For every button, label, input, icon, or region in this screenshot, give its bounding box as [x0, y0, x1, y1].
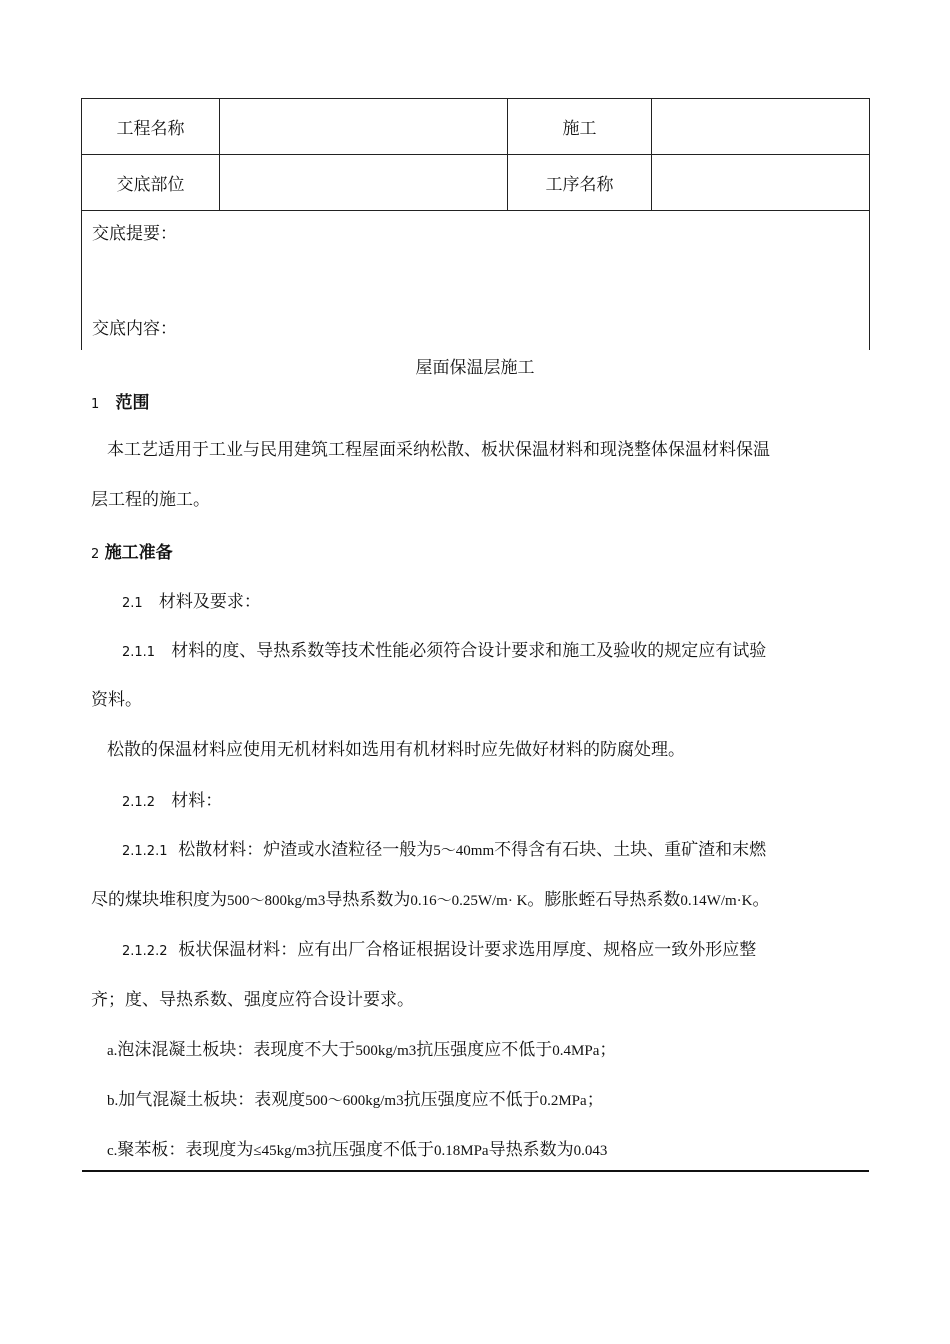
subsection-text: 材料： [171, 791, 223, 811]
text: 加气混凝土板块：表观度 [118, 1090, 306, 1110]
project-name-value[interactable] [220, 99, 508, 155]
process-name-value[interactable] [652, 155, 870, 211]
subsection-2-1-2 [122, 786, 222, 811]
paragraph: 齐；度、导热系数、强度应符合设计要求。 [91, 990, 414, 1010]
text: ； [599, 1040, 617, 1060]
value: 0.2MPa [539, 1093, 587, 1109]
value: 500～600kg/m3 [305, 1093, 404, 1109]
text: 尽的煤块堆积度为 [91, 890, 227, 910]
subsection-number: 2.1.2.1 [122, 844, 168, 859]
text: ； [586, 1090, 604, 1110]
value: 0.16～0.25W/m· K [410, 893, 528, 909]
text: 抗压强度不低于 [315, 1140, 434, 1160]
subsection-2-1 [122, 587, 261, 612]
section-number: 1 [91, 397, 100, 412]
text: 泡沫混凝土板块：表现度不大于 [117, 1040, 356, 1060]
value: 5～40mm [433, 843, 495, 859]
subsection-2-1-1 [122, 636, 766, 661]
subsection-number: 2.1.2.2 [122, 944, 168, 959]
value: 0.18MPa [434, 1143, 489, 1159]
paragraph [91, 885, 770, 910]
value: 0.043 [573, 1143, 608, 1159]
content-label: 交底内容： [92, 319, 177, 339]
process-name-label: 工序名称 [508, 155, 652, 211]
text: 松散材料：炉渣或水渣粒径一般为 [178, 840, 434, 860]
subsection-number: 2.1.1 [122, 645, 156, 660]
section-2-heading [91, 538, 173, 563]
text: 抗压强度应不低于 [403, 1090, 540, 1110]
paragraph: 资料。 [91, 690, 142, 710]
list-item-a [107, 1035, 616, 1060]
summary-label: 交底提要： [92, 224, 177, 244]
text: 聚苯板：表现度为 [117, 1140, 254, 1160]
construction-value[interactable] [652, 99, 870, 155]
value: ≤45kg/m3 [253, 1143, 315, 1159]
text: 抗压强度应不低于 [416, 1040, 553, 1060]
subsection-2-1-2-2 [122, 935, 756, 960]
subsection-text: 材料及要求： [158, 592, 261, 612]
value: 500kg/m3 [355, 1043, 417, 1059]
subsection-2-1-2-1 [122, 835, 766, 860]
text: 。 [752, 890, 770, 910]
page-bottom-rule [82, 1170, 869, 1172]
subsection-number: 2.1 [122, 596, 143, 611]
section-title: 范围 [115, 393, 150, 413]
handover-header-table [81, 98, 870, 350]
subsection-number: 2.1.2 [122, 795, 156, 810]
list-item-c [107, 1135, 607, 1160]
section-1-heading [91, 388, 150, 413]
doc-title: 屋面保温层施工 [415, 358, 535, 378]
project-name-label: 工程名称 [82, 99, 220, 155]
list-marker: b. [107, 1093, 119, 1109]
paragraph: 层工程的施工。 [91, 490, 210, 510]
subsection-text: 材料的度、导热系数等技术性能必须符合设计要求和施工及验收的规定应有试验 [171, 641, 767, 661]
paragraph: 松散的保温材料应使用无机材料如选用有机材料时应先做好材料的防腐处理。 [107, 740, 685, 760]
notes-cell [82, 211, 870, 351]
value: 0.4MPa [552, 1043, 600, 1059]
text: 不得含有石块、土块、重矿渣和末燃 [494, 840, 767, 860]
value: 0.14W/m·K [680, 893, 753, 909]
construction-label: 施工 [508, 99, 652, 155]
text: 。膨胀蛭石导热系数 [527, 890, 681, 910]
text: 导热系数为 [325, 890, 411, 910]
value: 500～800kg/m3 [227, 893, 326, 909]
handover-part-value[interactable] [220, 155, 508, 211]
list-marker: c. [107, 1143, 118, 1159]
subsection-text: 板状保温材料：应有出厂合格证根据设计要求选用厚度、规格应一致外形应整 [178, 940, 757, 960]
text: 导热系数为 [488, 1140, 574, 1160]
paragraph: 本工艺适用于工业与民用建筑工程屋面采纳松散、板状保温材料和现浇整体保温材料保温 [107, 440, 770, 460]
handover-part-label: 交底部位 [82, 155, 220, 211]
section-title: 施工准备 [104, 543, 173, 563]
section-number: 2 [91, 547, 100, 562]
list-marker: a. [107, 1043, 118, 1059]
list-item-b [107, 1085, 604, 1110]
